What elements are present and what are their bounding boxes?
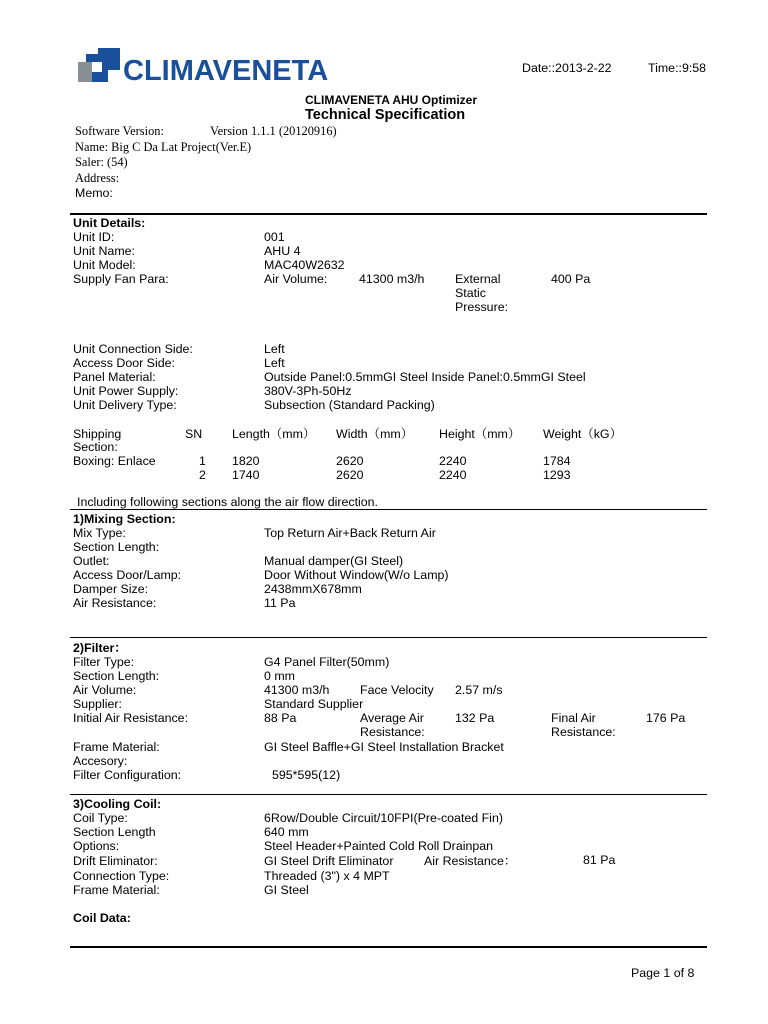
coil-resistance-label: Air Resistance： xyxy=(424,854,517,868)
divider xyxy=(70,213,707,215)
air-volume-value: 41300 m3/h xyxy=(359,272,425,286)
drift-eliminator-value: GI Steel Drift Eliminator xyxy=(264,854,394,868)
mix-type-label: Mix Type: xyxy=(73,526,126,540)
project-name: Name: Big C Da Lat Project(Ver.E) xyxy=(75,140,252,154)
shipping-header-sn: SN xyxy=(185,427,203,441)
access-door-side-value: Left xyxy=(264,356,285,370)
unit-name-value: AHU 4 xyxy=(264,244,301,258)
esp-label-line3: Pressure: xyxy=(455,300,509,314)
access-door-side-label: Access Door Side: xyxy=(73,356,175,370)
access-door-lamp-value: Door Without Window(W/o Lamp) xyxy=(264,568,449,582)
memo: Memo: xyxy=(75,186,113,200)
table-cell: 2620 xyxy=(336,468,364,482)
drift-eliminator-label: Drift Eliminator: xyxy=(73,854,158,868)
divider xyxy=(70,946,707,948)
divider xyxy=(70,509,707,510)
filter-length-label: Section Length: xyxy=(73,669,160,683)
shipping-label-line1: Shipping xyxy=(73,427,122,441)
filter-length-value: 0 mm xyxy=(264,669,295,683)
document-title: Technical Specification xyxy=(305,107,466,123)
logo-wordmark: CLIMAVENETA xyxy=(123,55,329,87)
shipping-label-line2: Section: xyxy=(73,440,118,454)
damper-size-label: Damper Size: xyxy=(73,582,149,596)
coil-length-label: Section Length xyxy=(73,825,156,839)
filter-volume-label: Air Volume: xyxy=(73,683,137,697)
boxing-label: Boxing: Enlace xyxy=(73,454,156,468)
mix-resistance-label: Air Resistance: xyxy=(73,596,157,610)
initial-resistance-label: Initial Air Resistance: xyxy=(73,711,189,725)
supply-fan-label: Supply Fan Para: xyxy=(73,272,169,286)
divider xyxy=(70,794,707,795)
filter-config-label: Filter Configuration: xyxy=(73,768,182,782)
company-logo xyxy=(78,44,338,90)
table-cell: 1784 xyxy=(543,454,571,468)
shipping-header-width: Width（mm） xyxy=(336,427,414,441)
coil-type-value: 6Row/Double Circuit/10FPI(Pre-coated Fin) xyxy=(264,811,503,825)
divider xyxy=(70,637,707,638)
air-volume-label: Air Volume: xyxy=(264,272,328,286)
table-cell: 2620 xyxy=(336,454,364,468)
shipping-header-length: Length（mm） xyxy=(232,427,316,441)
options-value: Steel Header+Painted Cold Roll Drainpan xyxy=(264,839,494,853)
frame-material-value: GI Steel Baffle+GI Steel Installation Bracket xyxy=(264,740,504,754)
accesory-label: Accesory: xyxy=(73,754,128,768)
table-cell: 1820 xyxy=(232,454,260,468)
filter-heading: 2)Filter： xyxy=(73,641,127,655)
coil-data-label: Coil Data: xyxy=(73,911,131,925)
table-cell: 1740 xyxy=(232,468,260,482)
delivery-type-label: Unit Delivery Type: xyxy=(73,398,177,412)
options-label: Options: xyxy=(73,839,120,853)
initial-resistance-value: 88 Pa xyxy=(264,711,297,725)
table-cell: 2240 xyxy=(439,454,467,468)
mix-resistance-value: 11 Pa xyxy=(264,596,296,610)
unit-details-heading: Unit Details: xyxy=(73,216,146,230)
unit-id-label: Unit ID: xyxy=(73,230,115,244)
report-time: Time::9:58 xyxy=(648,61,707,75)
damper-size-value: 2438mmX678mm xyxy=(264,582,362,596)
mix-length-label: Section Length: xyxy=(73,540,160,554)
filter-type-label: Filter Type: xyxy=(73,655,135,669)
page-number: Page 1 of 8 xyxy=(631,966,695,980)
average-resistance-label-line1: Average Air xyxy=(360,711,424,725)
software-version-value: Version 1.1.1 (20120916) xyxy=(210,124,337,138)
final-resistance-label-line1: Final Air xyxy=(551,711,596,725)
power-supply-value: 380V-3Ph-50Hz xyxy=(264,384,352,398)
table-cell: 1 xyxy=(199,454,206,468)
esp-label-line2: Static xyxy=(455,286,486,300)
frame-material-label: Frame Material: xyxy=(73,740,160,754)
software-version-label: Software Version: xyxy=(75,124,164,138)
table-cell: 2240 xyxy=(439,468,467,482)
app-title: CLIMAVENETA AHU Optimizer xyxy=(305,93,478,107)
final-resistance-value: 176 Pa xyxy=(646,711,686,725)
address: Address: xyxy=(75,171,120,185)
panel-material-value: Outside Panel:0.5mmGI Steel Inside Panel:0.5mmGI Steel xyxy=(264,370,586,384)
power-supply-label: Unit Power Supply: xyxy=(73,384,179,398)
esp-label-line1: External xyxy=(455,272,501,286)
coil-frame-label: Frame Material: xyxy=(73,883,160,897)
face-velocity-label: Face Velocity xyxy=(360,683,434,697)
unit-id-value: 001 xyxy=(264,230,285,244)
coil-frame-value: GI Steel xyxy=(264,883,309,897)
average-resistance-value: 132 Pa xyxy=(455,711,495,725)
unit-name-label: Unit Name: xyxy=(73,244,135,258)
table-cell: 1293 xyxy=(543,468,571,482)
shipping-header-weight: Weight（kG） xyxy=(543,427,622,441)
connection-type-value: Threaded (3") x 4 MPT xyxy=(264,869,390,883)
final-resistance-label-line2: Resistance: xyxy=(551,725,616,739)
report-date: Date::2013-2-22 xyxy=(522,61,612,75)
filter-type-value: G4 Panel Filter(50mm) xyxy=(264,655,390,669)
filter-volume-value: 41300 m3/h xyxy=(264,683,330,697)
mix-type-value: Top Return Air+Back Return Air xyxy=(264,526,436,540)
filter-config-value: 595*595(12) xyxy=(272,768,341,782)
connection-side-value: Left xyxy=(264,342,285,356)
supplier-label: Supplier: xyxy=(73,697,122,711)
supplier-value: Standard Supplier xyxy=(264,697,364,711)
connection-type-label: Connection Type: xyxy=(73,869,170,883)
sections-intro: Including following sections along the air flow direction. xyxy=(77,495,378,509)
esp-value: 400 Pa xyxy=(551,272,591,286)
mixing-heading: 1)Mixing Section: xyxy=(73,512,176,526)
outlet-label: Outlet: xyxy=(73,554,110,568)
delivery-type-value: Subsection (Standard Packing) xyxy=(264,398,435,412)
coil-resistance-value: 81 Pa xyxy=(583,853,616,867)
coil-length-value: 640 mm xyxy=(264,825,309,839)
coil-type-label: Coil Type: xyxy=(73,811,128,825)
outlet-value: Manual damper(GI Steel) xyxy=(264,554,404,568)
access-door-lamp-label: Access Door/Lamp: xyxy=(73,568,182,582)
average-resistance-label-line2: Resistance: xyxy=(360,725,425,739)
saler: Saler: (54) xyxy=(75,155,128,169)
table-cell: 2 xyxy=(199,468,206,482)
cooling-coil-heading: 3)Cooling Coil: xyxy=(73,797,162,811)
panel-material-label: Panel Material: xyxy=(73,370,156,384)
unit-model-value: MAC40W2632 xyxy=(264,258,345,272)
connection-side-label: Unit Connection Side: xyxy=(73,342,193,356)
unit-model-label: Unit Model: xyxy=(73,258,136,272)
shipping-header-height: Height（mm） xyxy=(439,427,521,441)
face-velocity-value: 2.57 m/s xyxy=(455,683,503,697)
